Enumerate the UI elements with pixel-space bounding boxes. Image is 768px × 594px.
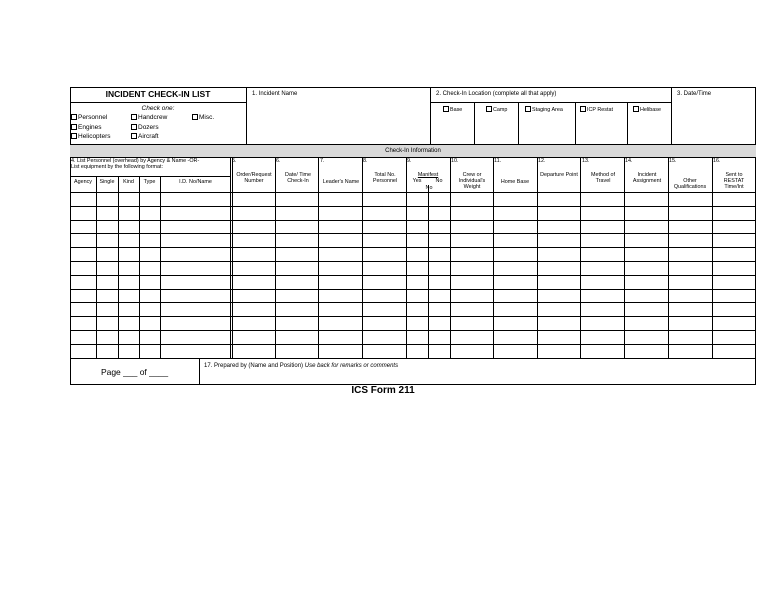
col9-yes: Yes	[412, 178, 422, 184]
sub-header-agency: Agency	[74, 179, 92, 185]
col-number: 13.	[582, 158, 590, 164]
checkbox-icon	[131, 133, 137, 139]
table-row[interactable]	[70, 206, 756, 219]
col-number: 12.	[538, 158, 546, 164]
location-option-helibase[interactable]: Helibase	[633, 106, 661, 113]
incident-name-label: 1. Incident Name	[252, 91, 298, 97]
col16-label: Sent to RESTAT Time/Int	[723, 172, 745, 191]
page-of-label: Page ___ of ____	[100, 367, 169, 377]
date-time-label: 3. Date/Time	[677, 91, 712, 97]
prepared-by[interactable]: 17. Prepared by (Name and Position) Use back for remarks or comments	[204, 363, 399, 369]
col9-no-sub: No	[425, 185, 433, 191]
col-number: 14.	[625, 158, 633, 164]
checkbox-dozers[interactable]: Dozers	[131, 124, 159, 132]
table-row[interactable]	[70, 261, 756, 274]
col5-label: Order/Request Number	[236, 172, 272, 185]
col9-no: No	[435, 178, 443, 184]
col-number: 7.	[320, 158, 325, 164]
checkbox-handcrew[interactable]: Handcrew	[131, 114, 167, 122]
table-row[interactable]	[70, 220, 756, 233]
checkbox-personnel[interactable]: Personnel	[71, 114, 107, 122]
col13-label: Method of Travel	[591, 172, 615, 185]
checkbox-icon	[486, 106, 492, 112]
col8-label: Total No. Personnel	[372, 172, 398, 185]
check-one-label: Check one:	[141, 105, 175, 112]
checkbox-misc[interactable]: Misc.	[192, 114, 214, 122]
sub-header-single: Single	[99, 179, 115, 185]
col11-label: Home Base	[500, 179, 530, 185]
table-row[interactable]	[70, 289, 756, 302]
table-row[interactable]	[70, 233, 756, 246]
location-option-base[interactable]: Base	[443, 106, 462, 113]
table-row[interactable]	[70, 275, 756, 288]
incident-name-field[interactable]	[250, 100, 426, 142]
checkbox-icon	[71, 133, 77, 139]
col-number: 9.	[407, 158, 412, 164]
col9-label: Manifest	[417, 172, 439, 178]
col-number: 5.	[232, 158, 237, 164]
col-number: 11.	[494, 158, 502, 164]
checkbox-icon	[633, 106, 639, 112]
col-number: 6.	[276, 158, 281, 164]
col4-divider	[70, 176, 231, 177]
table-row[interactable]	[70, 247, 756, 260]
col12-label: Departure Point	[540, 172, 578, 178]
date-time-field[interactable]	[675, 100, 753, 142]
location-option-staging-area[interactable]: Staging Area	[525, 106, 563, 113]
col10-label: Crew or Individual's Weight	[458, 172, 486, 191]
checkbox-icon	[192, 114, 198, 120]
form-id: ICS Form 211	[351, 385, 415, 396]
location-label: 2. Check-In Location (complete all that apply)	[436, 91, 557, 97]
form-title: INCIDENT CHECK-IN LIST	[105, 89, 211, 99]
table-row[interactable]	[70, 302, 756, 315]
location-option-camp[interactable]: Camp	[486, 106, 507, 113]
col-number: 8.	[363, 158, 368, 164]
checkbox-icon	[443, 106, 449, 112]
col7-label: Leader's Name	[322, 179, 360, 185]
col-number: 10.	[451, 158, 459, 164]
col-number: 16.	[713, 158, 721, 164]
checkin-info-label: Check-In Information	[385, 148, 441, 154]
col6-label: Date/ Time Check-In	[284, 172, 312, 185]
checkbox-icon	[131, 114, 137, 120]
checkbox-icon	[71, 114, 77, 120]
checkbox-helicopters[interactable]: Helicopters	[71, 133, 111, 141]
checkbox-icon	[525, 106, 531, 112]
col14-label: Incident Assignment	[632, 172, 662, 185]
checkbox-icon	[580, 106, 586, 112]
checkbox-icon	[71, 124, 77, 130]
table-row[interactable]	[70, 344, 756, 357]
col-number: 15.	[669, 158, 677, 164]
col15-label: Other Qualifications	[673, 178, 707, 191]
table-row[interactable]	[70, 316, 756, 329]
checkbox-engines[interactable]: Engines	[71, 124, 102, 132]
title-underline	[70, 102, 246, 103]
table-row[interactable]	[70, 330, 756, 343]
checkbox-aircraft[interactable]: Aircraft	[131, 133, 159, 141]
col4-label: 4. List Personnel (overhead) by Agency & Name -OR- List equipment by the following format:	[71, 158, 200, 171]
table-row[interactable]	[70, 192, 756, 205]
sub-header-kind: Kind	[123, 179, 134, 185]
location-option-icp-restat[interactable]: ICP Restat	[580, 106, 613, 113]
sub-header-id-name: I.D. No/Name	[179, 179, 212, 185]
checkbox-icon	[131, 124, 137, 130]
sub-header-type: Type	[143, 179, 156, 185]
